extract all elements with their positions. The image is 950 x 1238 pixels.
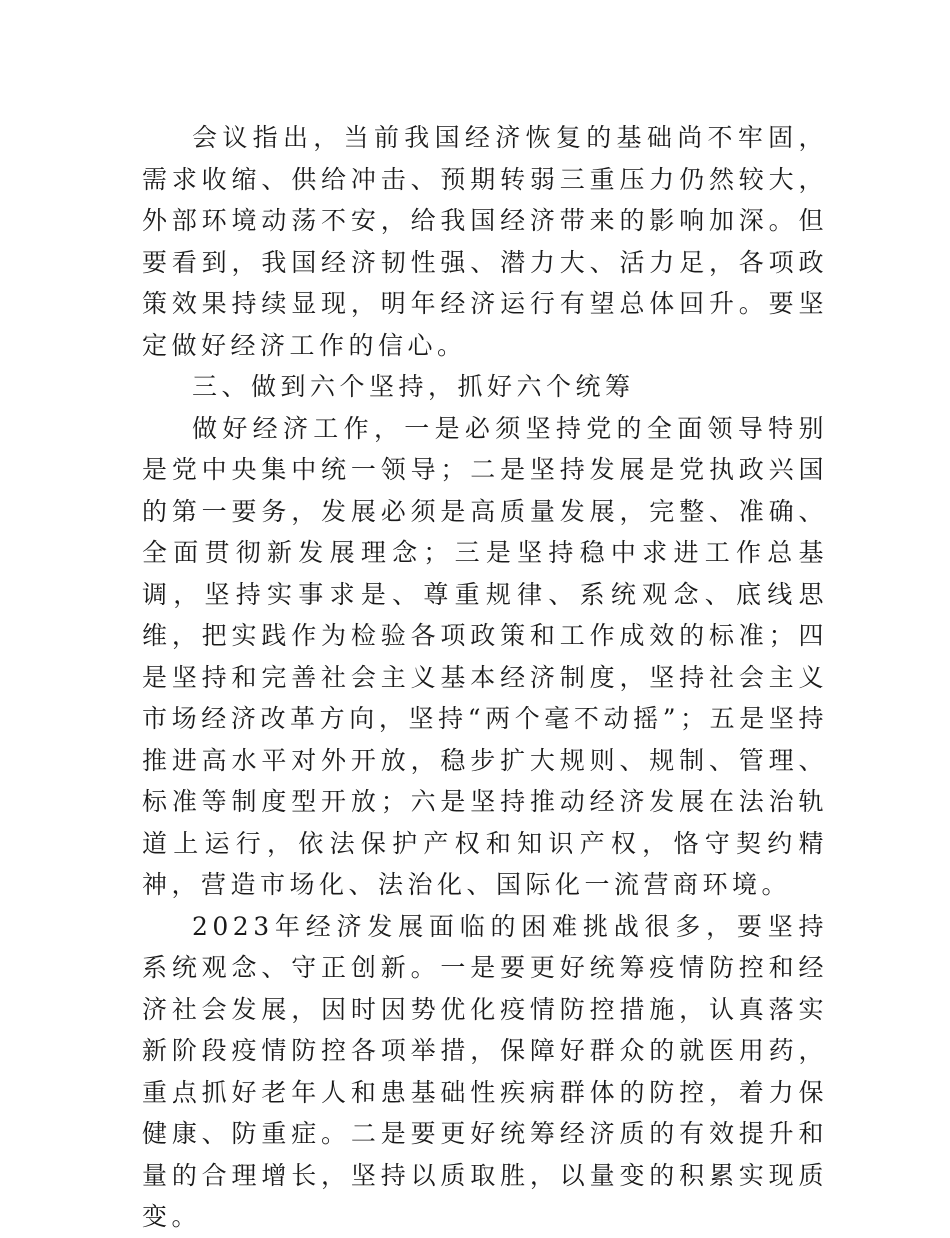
paragraph-six-persistences: 做好经济工作，一是必须坚持党的全面领导特别是党中央集中统一领导；二是坚持发展是党执政兴国的第一要务，发展必须是高质量发展，完整、准确、全面贯彻新发展理念；三是坚持稳中求进工作总基调，坚持实事求是、尊重规律、系统观念、底线思维，把实践作为检验各项政策和工作成效的标准；四是坚持和完善社会主义基本经济制度，坚持社会主义市场经济改革方向，坚持“两个毫不动摇”；五是坚持推进高水平对外开放，稳步扩大规则、规制、管理、标准等制度型开放；六是坚持推动经济发展在法治轨道上运行，依法保护产权和知识产权，恪守契约精神，营造市场化、法治化、国际化一流营商环境。 (142, 413, 828, 899)
document-body (142, 117, 828, 1238)
paragraph-2023-challenges: 2023年经济发展面临的困难挑战很多，要坚持系统观念、守正创新。一是要更好统筹疫情防控和经济社会发展，因时因势优化疫情防控措施，认真落实新阶段疫情防控各项举措，保障好群众的就医用药，重点抓好老年人和患基础性疾病群体的防控，着力保健康、防重症。二是要更好统筹经济质的有效提升和量的合理增长，坚持以质取胜，以量变的积累实现质变。 (142, 911, 828, 1231)
section-heading: 三、做到六个坚持，抓好六个统筹 (192, 372, 635, 401)
paragraph-economic-situation: 会议指出，当前我国经济恢复的基础尚不牢固，需求收缩、供给冲击、预期转弱三重压力仍然较大，外部环境动荡不安，给我国经济带来的影响加深。但要看到，我国经济韧性强、潜力大、活力足，各项政策效果持续显现，明年经济运行有望总体回升。要坚定做好经济工作的信心。 (142, 123, 828, 360)
